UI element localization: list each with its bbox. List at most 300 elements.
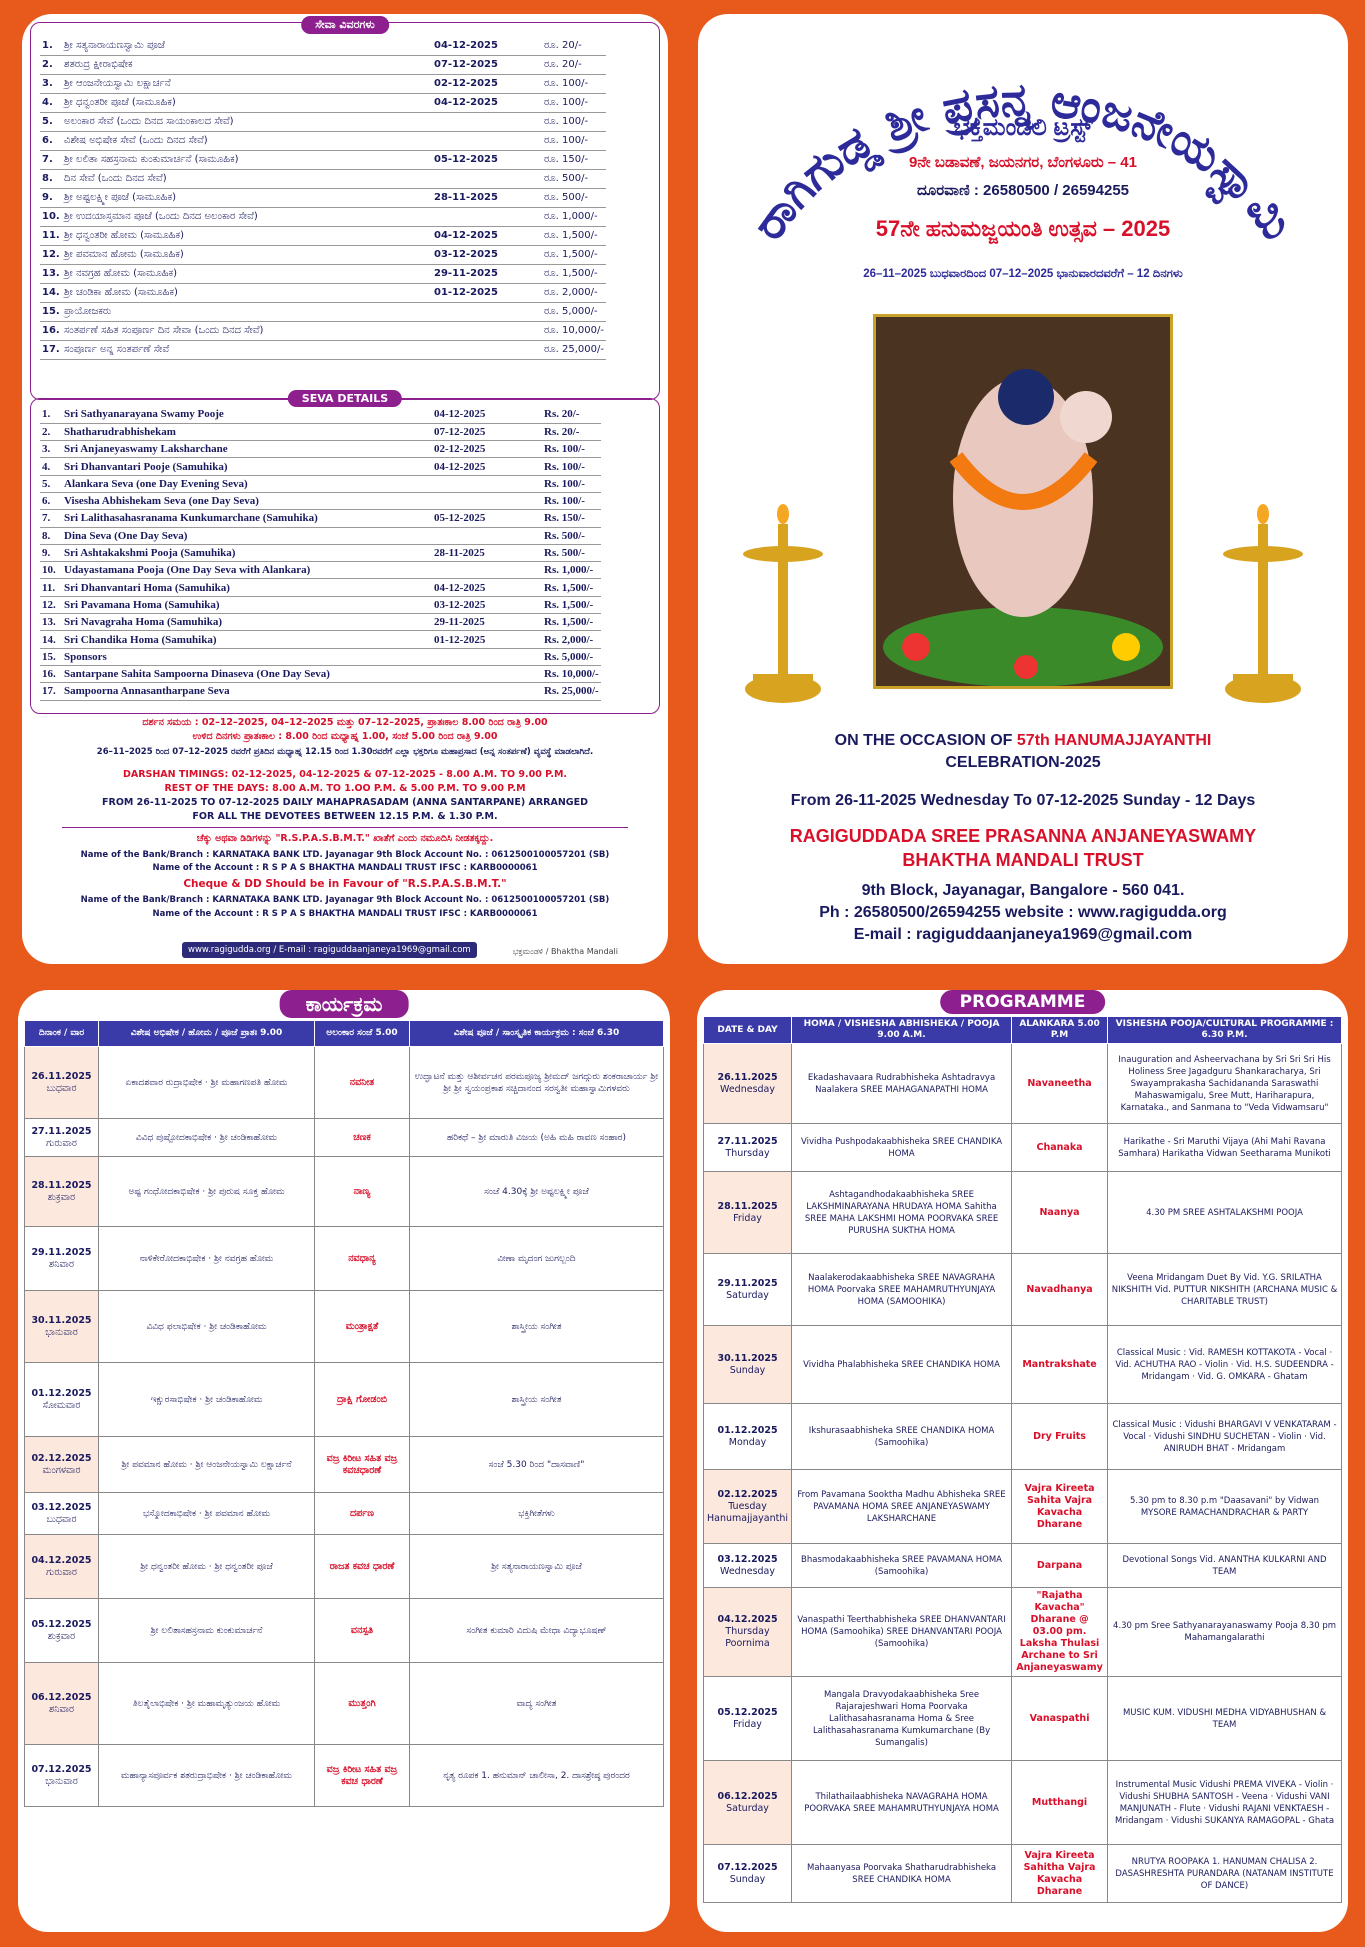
column-header: DATE & DAY	[704, 1017, 792, 1044]
arc-title-text: ರಾಗಿಗುಡ್ಡ ಶ್ರೀ ಪ್ರಸನ್ನ ಆಂಜನೇಯಸ್ವಾಮಿ	[740, 72, 1306, 250]
schedule-row	[704, 1404, 1342, 1470]
seva-row	[40, 207, 606, 226]
phone-kn: ದೂರವಾಣಿ : 26580500 / 26594255	[916, 182, 1130, 199]
seva-row	[40, 579, 601, 596]
kannada-seva-table	[40, 36, 606, 360]
divider	[62, 827, 628, 828]
seva-row	[40, 226, 606, 245]
programme-cell: NRUTYA ROOPAKA 1. HANUMAN CHALISA 2. DASASHRESHTA PURANDARA (NATANAM INSTITUTE OF DANCE)	[1108, 1845, 1342, 1903]
programme-cell: ಭಕ್ತಿಗೀತೆಗಳು	[410, 1493, 664, 1535]
seva-name: Shatharudrabhishekam	[62, 423, 432, 440]
seva-date: 29-11-2025	[432, 264, 542, 283]
date-cell	[704, 1470, 792, 1544]
seva-row	[40, 264, 606, 283]
seva-date: 03-12-2025	[432, 596, 542, 613]
email-en[interactable]: E-mail : ragiguddaanjaneya1969@gmail.com	[853, 926, 1193, 943]
homa-cell: ಅಷ್ಟ ಗಂಧೋದಕಾಭಿಷೇಕ · ಶ್ರೀ ಪುರುಷ ಸೂಕ್ತ ಹೋಮ	[99, 1157, 315, 1227]
day: ಶುಕ್ರವಾರ	[47, 1191, 76, 1203]
day: Wednesday	[720, 1083, 776, 1095]
seva-amount: Rs. 20/-	[542, 423, 601, 440]
seva-amount: Rs. 100/-	[542, 441, 601, 458]
date: 07.12.2025	[31, 1763, 92, 1775]
alankara-cell: Navaneetha	[1012, 1044, 1108, 1124]
seva-amount: Rs. 2,000/-	[542, 631, 601, 648]
date-cell	[25, 1437, 99, 1493]
seva-name: ಪ್ರಾಯೋಜಕರು	[62, 302, 432, 321]
seva-amount: ರೂ. 1,500/-	[542, 226, 606, 245]
date-cell	[704, 1172, 792, 1254]
seva-name: ಶತರುದ್ರ ಕ್ಷೀರಾಭಿಷೇಕ	[62, 55, 432, 74]
date: 07.12.2025	[717, 1861, 778, 1873]
seva-panel	[22, 14, 668, 964]
cover-panel	[698, 14, 1348, 964]
day: ಶನಿವಾರ	[49, 1703, 74, 1715]
homa-cell: ಶ್ರೀ ಲಲಿತಾಸಹಸ್ರನಾಮ ಕುಂಕುಮಾರ್ಚನೆ	[99, 1599, 315, 1663]
programme-cell: ಸಂಜೆ 4.30ಕ್ಕೆ ಶ್ರೀ ಅಷ್ಟಲಕ್ಷ್ಮೀ ಪೂಜೆ	[410, 1157, 664, 1227]
date-cell	[25, 1745, 99, 1807]
programme-cell: Veena Mridangam Duet By Vid. Y.G. SRILATHA NIKSHITH Vid. PUTTUR NIKSHITH (ARCHANA MUSIC & CHARITABLE TRUST)	[1108, 1254, 1342, 1326]
seva-date	[432, 475, 542, 492]
day: ಗುರುವಾರ	[46, 1566, 77, 1578]
seva-row	[40, 321, 606, 340]
homa-cell: ಮಹಾನ್ಯಾಸಪೂರ್ವಕ ಶತರುದ್ರಾಭಿಷೇಕ · ಶ್ರೀ ಚಂಡಿಕಾಹೋಮ	[99, 1745, 315, 1807]
homa-cell: ಇಕ್ಷುರಸಾಭಿಷೇಕ · ಶ್ರೀ ಚಂಡಿಕಾಹೋಮ	[99, 1363, 315, 1437]
seva-amount: Rs. 1,500/-	[542, 596, 601, 613]
seva-date	[432, 683, 542, 700]
day: Friday	[733, 1718, 762, 1730]
seva-row	[40, 614, 601, 631]
seva-amount: ರೂ. 1,500/-	[542, 264, 606, 283]
seva-row	[40, 544, 601, 561]
date-cell	[25, 1535, 99, 1599]
day: Monday	[728, 1436, 767, 1448]
seva-amount: ರೂ. 1,500/-	[542, 245, 606, 264]
seva-name: ಶ್ರೀ ಚಂಡಿಕಾ ಹೋಮ (ಸಾಮೂಹಿಕ)	[62, 283, 432, 302]
date: 02.12.2025	[717, 1488, 778, 1500]
kannada-timings-1: ದರ್ಶನ ಸಮಯ : 02–12–2025, 04–12–2025 ಮತ್ತು 07–12–2025, ಪ್ರಾತಃಕಾಲ 8.00 ರಿಂದ ರಾತ್ರಿ 9.00	[142, 717, 548, 728]
seva-number: 16.	[40, 321, 62, 340]
seva-name: ದಿನ ಸೇವೆ (ಒಂದು ದಿನದ ಸೇವೆ)	[62, 169, 432, 188]
seva-row	[40, 112, 606, 131]
date-cell	[25, 1599, 99, 1663]
seva-row	[40, 596, 601, 613]
seva-amount: ರೂ. 100/-	[542, 93, 606, 112]
column-header: VISHESHA POOJA/CULTURAL PROGRAMME : 6.30 P.M.	[1108, 1017, 1342, 1044]
homa-cell: Ikshurasaabhisheka SREE CHANDIKA HOMA (Samoohika)	[792, 1404, 1012, 1470]
seva-name: ಶ್ರೀ ಸತ್ಯನಾರಾಯಣಸ್ವಾಮಿ ಪೂಜೆ	[62, 36, 432, 55]
seva-name: ಶ್ರೀ ಅಷ್ಟಲಕ್ಷ್ಮೀ ಪೂಜೆ (ಸಾಮೂಹಿಕ)	[62, 188, 432, 207]
day: Wednesday	[720, 1565, 776, 1577]
seva-date: 28-11-2025	[432, 188, 542, 207]
column-header: ALANKARA 5.00 P.M	[1012, 1017, 1108, 1044]
en-prasad-2: FOR ALL THE DEVOTEES BETWEEN 12.15 P.M. & 1.30 P.M.	[192, 811, 498, 822]
seva-row	[40, 406, 601, 423]
date: 05.12.2025	[717, 1706, 778, 1718]
seva-name: Sri Pavamana Homa (Samuhika)	[62, 596, 432, 613]
seva-date: 01-12-2025	[432, 631, 542, 648]
seva-date: 02-12-2025	[432, 441, 542, 458]
date: 06.12.2025	[717, 1790, 778, 1802]
schedule-row	[25, 1157, 664, 1227]
homa-cell: Vividha Phalabhisheka SREE CHANDIKA HOMA	[792, 1326, 1012, 1404]
seva-date	[432, 648, 542, 665]
homa-cell: ಏಕಾದಶವಾರ ರುದ್ರಾಭಿಷೇಕ · ಶ್ರೀ ಮಹಾಗಣಪತಿ ಹೋಮ	[99, 1047, 315, 1119]
programme-cell: ಸಂಗೀತ ಕುಮಾರಿ ವಿದುಷಿ ಮೇಧಾ ವಿದ್ಯಾಭೂಷಣ್	[410, 1599, 664, 1663]
seva-amount: ರೂ. 100/-	[542, 131, 606, 150]
seva-amount: ರೂ. 500/-	[542, 169, 606, 188]
seva-date: 28-11-2025	[432, 544, 542, 561]
alankara-cell: Vanaspathi	[1012, 1677, 1108, 1761]
programme-cell: ವಾದ್ಯ ಸಂಗೀತ	[410, 1663, 664, 1745]
alankara-cell: ನವಧಾನ್ಯ	[315, 1227, 410, 1291]
seva-row	[40, 475, 601, 492]
date: 04.12.2025	[717, 1614, 778, 1625]
date-cell	[704, 1254, 792, 1326]
karyakrama-title: ಕಾರ್ಯಕ್ರಮ	[280, 990, 409, 1018]
seva-number: 9.	[40, 544, 62, 561]
day: ಬುಧವಾರ	[46, 1082, 77, 1094]
en-cheque: Cheque & DD Should be in Favour of "R.S.P.A.S.B.M.T."	[183, 878, 507, 890]
programme-cell: ಶಾಸ್ತ್ರೀಯ ಸಂಗೀತ	[410, 1363, 664, 1437]
seva-number: 13.	[40, 614, 62, 631]
homa-cell: Ekadashavaara Rudrabhisheka Ashtadravya Naalakera SREE MAHAGANAPATHI HOMA	[792, 1044, 1012, 1124]
seva-number: 4.	[40, 458, 62, 475]
date: 30.11.2025	[31, 1314, 92, 1326]
seva-amount: ರೂ. 100/-	[542, 112, 606, 131]
dates-en: From 26-11-2025 Wednesday To 07-12-2025 Sunday - 12 Days	[790, 792, 1256, 809]
date: 03.12.2025	[717, 1553, 778, 1565]
seva-date	[432, 340, 542, 359]
homa-cell: ಶ್ರೀ ಧನ್ವಂತರೀ ಹೋಮ · ಶ್ರೀ ಧನ್ವಂತರೀ ಪೂಜೆ	[99, 1535, 315, 1599]
seva-date: 02-12-2025	[432, 74, 542, 93]
alankara-cell: Mantrakshate	[1012, 1326, 1108, 1404]
date-cell	[25, 1119, 99, 1157]
seva-date: 04-12-2025	[432, 36, 542, 55]
day: ಬುಧವಾರ	[46, 1513, 77, 1525]
seva-date: 07-12-2025	[432, 423, 542, 440]
seva-amount: Rs. 150/-	[542, 510, 601, 527]
kannada-timings-2: ಉಳಿದ ದಿನಗಳು ಪ್ರಾತಃಕಾಲ : 8.00 ರಿಂದ ಮಧ್ಯಾಹ್ನ 1.00, ಸಂಜೆ 5.00 ರಿಂದ ರಾತ್ರಿ 9.00	[192, 731, 498, 742]
date: 28.11.2025	[31, 1179, 92, 1191]
date-cell	[704, 1044, 792, 1124]
seva-amount: Rs. 100/-	[542, 492, 601, 509]
seva-row	[40, 131, 606, 150]
alankara-cell: ನಾಣ್ಯ	[315, 1157, 410, 1227]
seva-date: 04-12-2025	[432, 93, 542, 112]
seva-row	[40, 36, 606, 55]
seva-number: 11.	[40, 226, 62, 245]
day: ಮಂಗಳವಾರ	[42, 1464, 81, 1476]
programme-cell: ಉದ್ಘಾಟನೆ ಮತ್ತು ಆಶೀರ್ವಚನ ಪರಮಪೂಜ್ಯ ಶ್ರೀಮದ್ ಜಗದ್ಗುರು ಶಂಕರಾಚಾರ್ಯ ಶ್ರೀ ಶ್ರೀ ಶ್ರೀ ಸ್ವಯಂಪ್ರಕಾಶ ಸಚ್ಚಿದಾನಂದ ಸರಸ್ವತೀ ಮಹಾಸ್ವಾಮಿಗಳವರು	[410, 1047, 664, 1119]
schedule-row	[704, 1044, 1342, 1124]
column-header: ದಿನಾಂಕ / ವಾರ	[25, 1021, 99, 1047]
schedule-row	[704, 1470, 1342, 1544]
seva-number: 1.	[40, 406, 62, 423]
seva-amount: Rs. 20/-	[542, 406, 601, 423]
day: ಭಾನುವಾರ	[45, 1775, 78, 1787]
seva-name: Santarpane Sahita Sampoorna Dinaseva (One Day Seva)	[62, 665, 432, 682]
schedule-row	[25, 1663, 664, 1745]
schedule-row	[25, 1119, 664, 1157]
seva-name: Sri Sathyanarayana Swamy Pooje	[62, 406, 432, 423]
seva-amount: Rs. 1,000/-	[542, 562, 601, 579]
seva-date: 01-12-2025	[432, 283, 542, 302]
bank-2a: Name of the Bank/Branch : KARNATAKA BANK LTD. Jayanagar 9th Block Account No. : 0612500100057201 (SB)	[80, 895, 610, 905]
seva-amount: ರೂ. 1,000/-	[542, 207, 606, 226]
seva-amount: ರೂ. 20/-	[542, 36, 606, 55]
seva-date: 04-12-2025	[432, 406, 542, 423]
kannada-seva-title: ಸೇವಾ ವಿವರಗಳು	[301, 16, 389, 34]
alankara-cell: Dry Fruits	[1012, 1404, 1108, 1470]
right-lamp-image	[1218, 494, 1308, 714]
alankara-cell: Mutthangi	[1012, 1761, 1108, 1845]
seva-amount: Rs. 1,500/-	[542, 579, 601, 596]
alankara-cell: Darpana	[1012, 1544, 1108, 1588]
programme-cell: ನೃತ್ಯ ರೂಪಕ 1. ಹನುಮಾನ್ ಚಾಲೀಸಾ, 2. ದಾಸಶ್ರೇಷ್ಠ ಪುರಂದರ	[410, 1745, 664, 1807]
schedule-row	[704, 1845, 1342, 1903]
seva-amount: Rs. 10,000/-	[542, 665, 601, 682]
homa-cell: Thilathailaabhisheka NAVAGRAHA HOMA POORVAKA SREE MAHAMRUTHYUNJAYA HOMA	[792, 1761, 1012, 1845]
homa-cell: Ashtagandhodakaabhisheka SREE LAKSHMINARAYANA HRUDAYA HOMA Sahitha SREE MAHA LAKSHMI HOMA POORVAKA SREE PURUSHA SUKTHA HOMA	[792, 1172, 1012, 1254]
schedule-row	[704, 1124, 1342, 1172]
dates-kn: 26–11–2025 ಬುಧವಾರದಿಂದ 07–12–2025 ಭಾನುವಾರದವರೆಗೆ – 12 ದಿನಗಳು	[863, 268, 1183, 280]
seva-row	[40, 340, 606, 359]
seva-name: Sri Dhanvantari Homa (Samuhika)	[62, 579, 432, 596]
seva-date	[432, 562, 542, 579]
date-cell	[25, 1047, 99, 1119]
seva-number: 14.	[40, 631, 62, 648]
seva-name: Sri Chandika Homa (Samuhika)	[62, 631, 432, 648]
seva-date: 05-12-2025	[432, 510, 542, 527]
date: 28.11.2025	[717, 1200, 778, 1212]
seva-number: 5.	[40, 475, 62, 492]
seva-name: Visesha Abhishekam Seva (one Day Seva)	[62, 492, 432, 509]
alankara-cell: ದ್ರಾಕ್ಷಿ ಗೋಡಂಬಿ	[315, 1363, 410, 1437]
seva-row	[40, 55, 606, 74]
date: 03.12.2025	[31, 1501, 92, 1513]
schedule-row	[704, 1326, 1342, 1404]
seva-number: 14.	[40, 283, 62, 302]
seva-amount: Rs. 100/-	[542, 458, 601, 475]
homa-cell: From Pavamana Sooktha Madhu Abhisheka SREE PAVAMANA HOMA SREE ANJANEYASWAMY LAKSHARCHANE	[792, 1470, 1012, 1544]
schedule-row	[704, 1254, 1342, 1326]
seva-name: ಸಂತರ್ಪಣೆ ಸಹಿತ ಸಂಪೂರ್ಣ ದಿನ ಸೇವಾ (ಒಂದು ದಿನದ ಸೇವೆ)	[62, 321, 432, 340]
seva-date: 29-11-2025	[432, 614, 542, 631]
seva-name: Sri Navagraha Homa (Samuhika)	[62, 614, 432, 631]
web-contact-bar[interactable]: www.ragigudda.org / E-mail : ragiguddaanjaneya1969@gmail.com	[182, 942, 477, 958]
seva-number: 4.	[40, 93, 62, 112]
programme-cell: Instrumental Music Vidushi PREMA VIVEKA - Violin · Vidushi SHUBHA SANTOSH - Veena · Vidushi VANI MANJUNATH - Flute · Vidushi RAJANI VENKTAESH - Mridangam · Vidushi SUKANYA RAMAGOPAL - Ghata	[1108, 1761, 1342, 1845]
date-cell	[25, 1363, 99, 1437]
seva-date: 03-12-2025	[432, 245, 542, 264]
homa-cell: Naalakerodakaabhisheka SREE NAVAGRAHA HOMA Poorvaka SREE MAHAMRUTHYUNJAYA HOMA (SAMOOHIKA)	[792, 1254, 1012, 1326]
karyakrama-panel	[18, 990, 670, 1932]
date-cell	[25, 1493, 99, 1535]
day: Friday	[733, 1212, 762, 1224]
karyakrama-table	[24, 1020, 664, 1807]
alankara-cell: Vajra Kireeta Sahitha Vajra Kavacha Dharane	[1012, 1845, 1108, 1903]
date: 01.12.2025	[31, 1387, 92, 1399]
day: Saturday	[726, 1802, 769, 1814]
seva-name: ಶ್ರೀ ಧನ್ವಂತರೀ ಹೋಮ (ಸಾಮೂಹಿಕ)	[62, 226, 432, 245]
seva-amount: Rs. 25,000/-	[542, 683, 601, 700]
date: 29.11.2025	[31, 1246, 92, 1258]
contact-en[interactable]: Ph : 26580500/26594255 website : www.ragigudda.org	[819, 904, 1227, 921]
seva-date: 04-12-2025	[432, 458, 542, 475]
hanuman-idol-image	[873, 314, 1173, 689]
date-cell	[704, 1326, 792, 1404]
seva-name: Sri Lalithasahasranama Kunkumarchane (Samuhika)	[62, 510, 432, 527]
seva-date	[432, 302, 542, 321]
seva-row	[40, 150, 606, 169]
seva-number: 3.	[40, 74, 62, 93]
seva-amount: Rs. 5,000/-	[542, 648, 601, 665]
seva-name: ವಿಶೇಷ ಅಭಿಷೇಕ ಸೇವೆ (ಒಂದು ದಿನದ ಸೇವೆ)	[62, 131, 432, 150]
seva-row	[40, 245, 606, 264]
alankara-cell: Chanaka	[1012, 1124, 1108, 1172]
programme-cell: MUSIC KUM. VIDUSHI MEDHA VIDYABHUSHAN & TEAM	[1108, 1677, 1342, 1761]
homa-cell: ವಿವಿಧ ಫಲಾಭಿಷೇಕ · ಶ್ರೀ ಚಂಡಿಕಾಹೋಮ	[99, 1291, 315, 1363]
en-prasad-1: FROM 26-11-2025 TO 07-12-2025 DAILY MAHAPRASADAM (ANNA SANTARPANE) ARRANGED	[102, 797, 588, 808]
seva-name: Alankara Seva (one Day Evening Seva)	[62, 475, 432, 492]
programme-cell: ಶ್ರೀ ಸತ್ಯನಾರಾಯಣಸ್ವಾಮಿ ಪೂಜೆ	[410, 1535, 664, 1599]
seva-name: Sponsors	[62, 648, 432, 665]
programme-cell: 5.30 pm to 8.30 p.m "Daasavani" by Vidwan MYSORE RAMACHANDRACHAR & PARTY	[1108, 1470, 1342, 1544]
idol-illustration	[876, 317, 1170, 686]
homa-cell: ಶ್ರೀ ಪವಮಾನ ಹೋಮ · ಶ್ರೀ ಆಂಜನೇಯಸ್ವಾಮಿ ಲಕ್ಷಾರ್ಚನೆ	[99, 1437, 315, 1493]
schedule-row	[25, 1047, 664, 1119]
date-cell	[704, 1404, 792, 1470]
date-cell	[25, 1157, 99, 1227]
seva-amount: ರೂ. 25,000/-	[542, 340, 606, 359]
homa-cell: ತಿಲತೈಲಾಭಿಷೇಕ · ಶ್ರೀ ಮಹಾಮೃತ್ಯುಂಜಯ ಹೋಮ	[99, 1663, 315, 1745]
alankara-cell: ಚಣಕ	[315, 1119, 410, 1157]
seva-row	[40, 648, 601, 665]
seva-number: 2.	[40, 55, 62, 74]
alankara-cell: ಮಂತ್ರಾಕ್ಷತೆ	[315, 1291, 410, 1363]
column-header: ವಿಶೇಷ ಪೂಜೆ / ಸಾಂಸ್ಕೃತಿಕ ಕಾರ್ಯಕ್ರಮ : ಸಂಜೆ 6.30	[410, 1021, 664, 1047]
seva-row	[40, 527, 601, 544]
schedule-row	[704, 1544, 1342, 1588]
seva-date	[432, 131, 542, 150]
seva-date: 07-12-2025	[432, 55, 542, 74]
seva-number: 2.	[40, 423, 62, 440]
seva-name: ಶ್ರೀ ಉದಯಾಸ್ತಮಾನ ಪೂಜೆ (ಒಂದು ದಿನದ ಅಲಂಕಾರ ಸೇವೆ)	[62, 207, 432, 226]
schedule-row	[704, 1761, 1342, 1845]
seva-number: 12.	[40, 245, 62, 264]
programme-table	[703, 1016, 1342, 1903]
seva-number: 8.	[40, 169, 62, 188]
schedule-row	[25, 1493, 664, 1535]
en-timings-2: REST OF THE DAYS: 8.00 A.M. TO 1.OO P.M. & 5.00 P.M. TO 9.00 P.M	[164, 783, 526, 794]
schedule-row	[25, 1363, 664, 1437]
seva-date	[432, 492, 542, 509]
date-cell	[25, 1227, 99, 1291]
alankara-cell: ವಜ್ರ ಕಿರೀಟ ಸಹಿತ ವಜ್ರ ಕವಚ ಧಾರಣೆ	[315, 1745, 410, 1807]
seva-name: Sri Dhanvantari Pooje (Samuhika)	[62, 458, 432, 475]
occasion-line-2: CELEBRATION-2025	[945, 754, 1101, 771]
seva-amount: Rs. 1,500/-	[542, 614, 601, 631]
programme-cell: Inauguration and Asheervachana by Sri Sri Sri His Holiness Sree Jagadguru Shankaracharya, Sri Swayamprakasha Sachidananda Saraswathi Mahaswamigalu, Sree Mutt, Hariharapura, Karnataka., and Sanmana to "Veda Vidwamsaru"	[1108, 1044, 1342, 1124]
seva-amount: ರೂ. 10,000/-	[542, 321, 606, 340]
day: Tuesday Hanumajjayanthi	[707, 1500, 789, 1524]
homa-cell: Vividha Pushpodakaabhisheka SREE CHANDIKA HOMA	[792, 1124, 1012, 1172]
homa-cell: ಭಸ್ಮೋದಕಾಭಿಷೇಕ · ಶ್ರೀ ಪವಮಾನ ಹೋಮ	[99, 1493, 315, 1535]
seva-name: ಅಲಂಕಾರ ಸೇವೆ (ಒಂದು ದಿನದ ಸಾಯಂಕಾಲದ ಸೇವೆ)	[62, 112, 432, 131]
seva-number: 9.	[40, 188, 62, 207]
bank-1a: Name of the Bank/Branch : KARNATAKA BANK LTD. Jayanagar 9th Block Account No. : 0612500100057201 (SB)	[80, 850, 610, 860]
schedule-row	[25, 1745, 664, 1807]
seva-row	[40, 188, 606, 207]
seva-name: ಶ್ರೀ ಲಲಿತಾ ಸಹಸ್ರನಾಮ ಕುಂಕುಮಾರ್ಚನೆ (ಸಾಮೂಹಿಕ)	[62, 150, 432, 169]
seva-number: 11.	[40, 579, 62, 596]
seva-name: ಸಂಪೂರ್ಣ ಅನ್ನ ಸಂತರ್ಪಣೆ ಸೇವೆ	[62, 340, 432, 359]
column-header: ವಿಶೇಷ ಅಭಿಷೇಕ / ಹೋಮ / ಪೂಜೆ ಪ್ರಾತಃ 9.00	[99, 1021, 315, 1047]
seva-number: 10.	[40, 562, 62, 579]
schedule-row	[25, 1227, 664, 1291]
homa-cell: ವಿವಿಧ ಪುಷ್ಪೋದಕಾಭಿಷೇಕ · ಶ್ರೀ ಚಂಡಿಕಾಹೋಮ	[99, 1119, 315, 1157]
date-cell	[704, 1677, 792, 1761]
schedule-row	[25, 1437, 664, 1493]
address-en: 9th Block, Jayanagar, Bangalore - 560 041.	[861, 882, 1185, 899]
seva-amount: ರೂ. 2,000/-	[542, 283, 606, 302]
schedule-row	[25, 1535, 664, 1599]
programme-panel	[697, 990, 1348, 1932]
seva-row	[40, 441, 601, 458]
seva-number: 3.	[40, 441, 62, 458]
homa-cell: ನಾಳಿಕೇರೋದಕಾಭಿಷೇಕ · ಶ್ರೀ ನವಗ್ರಹ ಹೋಮ	[99, 1227, 315, 1291]
programme-cell: ಶಾಸ್ತ್ರೀಯ ಸಂಗೀತ	[410, 1291, 664, 1363]
seva-row	[40, 93, 606, 112]
schedule-row	[704, 1172, 1342, 1254]
seva-name: Sampoorna Annasantharpane Seva	[62, 683, 432, 700]
date: 06.12.2025	[31, 1691, 92, 1703]
date: 02.12.2025	[31, 1452, 92, 1464]
day: ಸೋಮವಾರ	[42, 1399, 81, 1411]
schedule-row	[25, 1291, 664, 1363]
column-header: HOMA / VISHESHA ABHISHEKA / POOJA 9.00 A.M.	[792, 1017, 1012, 1044]
date: 27.11.2025	[31, 1125, 92, 1137]
homa-cell: Vanaspathi Teerthabhisheka SREE DHANVANTARI HOMA (Samoohika) SREE DHANVANTARI POOJA (Samoohika)	[792, 1588, 1012, 1677]
schedule-row	[25, 1599, 664, 1663]
programme-cell: Harikathe - Sri Maruthi Vijaya (Ahi Mahi Ravana Samhara) Harikatha Vidwan Seetharama Munikoti	[1108, 1124, 1342, 1172]
programme-title: PROGRAMME	[940, 990, 1106, 1014]
seva-amount: ರೂ. 20/-	[542, 55, 606, 74]
day: Saturday	[726, 1289, 769, 1301]
alankara-cell: ಮುತ್ತಂಗಿ	[315, 1663, 410, 1745]
org-line-2: BHAKTHA MANDALI TRUST	[902, 850, 1144, 870]
homa-cell: Bhasmodakaabhisheka SREE PAVAMANA HOMA (Samoohika)	[792, 1544, 1012, 1588]
kannada-prasad: 26–11–2025 ರಿಂದ 07–12–2025 ರವರೆಗೆ ಪ್ರತಿದಿನ ಮಧ್ಯಾಹ್ನ 12.15 ರಿಂದ 1.30ರವರೆಗೆ ಎಲ್ಲಾ ಭಕ್ತರಿಗೂ ಮಹಾಪ್ರಸಾದ (ಅನ್ನ ಸಂತರ್ಪಣೆ) ವ್ಯವಸ್ಥೆ ಮಾಡಲಾಗಿದೆ.	[96, 747, 594, 757]
seva-amount: Rs. 500/-	[542, 527, 601, 544]
seva-amount: Rs. 100/-	[542, 475, 601, 492]
seva-name: ಶ್ರೀ ಧನ್ವಂತರೀ ಪೂಜೆ (ಸಾಮೂಹಿಕ)	[62, 93, 432, 112]
day: Sunday	[729, 1873, 766, 1885]
seva-date	[432, 169, 542, 188]
seva-row	[40, 302, 606, 321]
day: Sunday	[729, 1364, 766, 1376]
date-cell	[704, 1124, 792, 1172]
seva-number: 7.	[40, 510, 62, 527]
day: ಶನಿವಾರ	[49, 1258, 74, 1270]
seva-number: 1.	[40, 36, 62, 55]
seva-date	[432, 527, 542, 544]
alankara-cell: ವನಸ್ಪತಿ	[315, 1599, 410, 1663]
bank-1b: Name of the Account : R S P A S BHAKTHA MANDALI TRUST IFSC : KARB0000061	[152, 863, 538, 873]
seva-date: 04-12-2025	[432, 226, 542, 245]
programme-cell: 4.30 PM SREE ASHTALAKSHMI POOJA	[1108, 1172, 1342, 1254]
kannada-cheque: ಚೆಕ್ಕು ಅಥವಾ ಡಿಡಿಗಳನ್ನು "R.S.P.A.S.B.M.T." ಖಾತೆಗೆ ಎಂದು ನಮೂದಿಸಿ ನೀಡತಕ್ಕದ್ದು.	[196, 833, 494, 844]
